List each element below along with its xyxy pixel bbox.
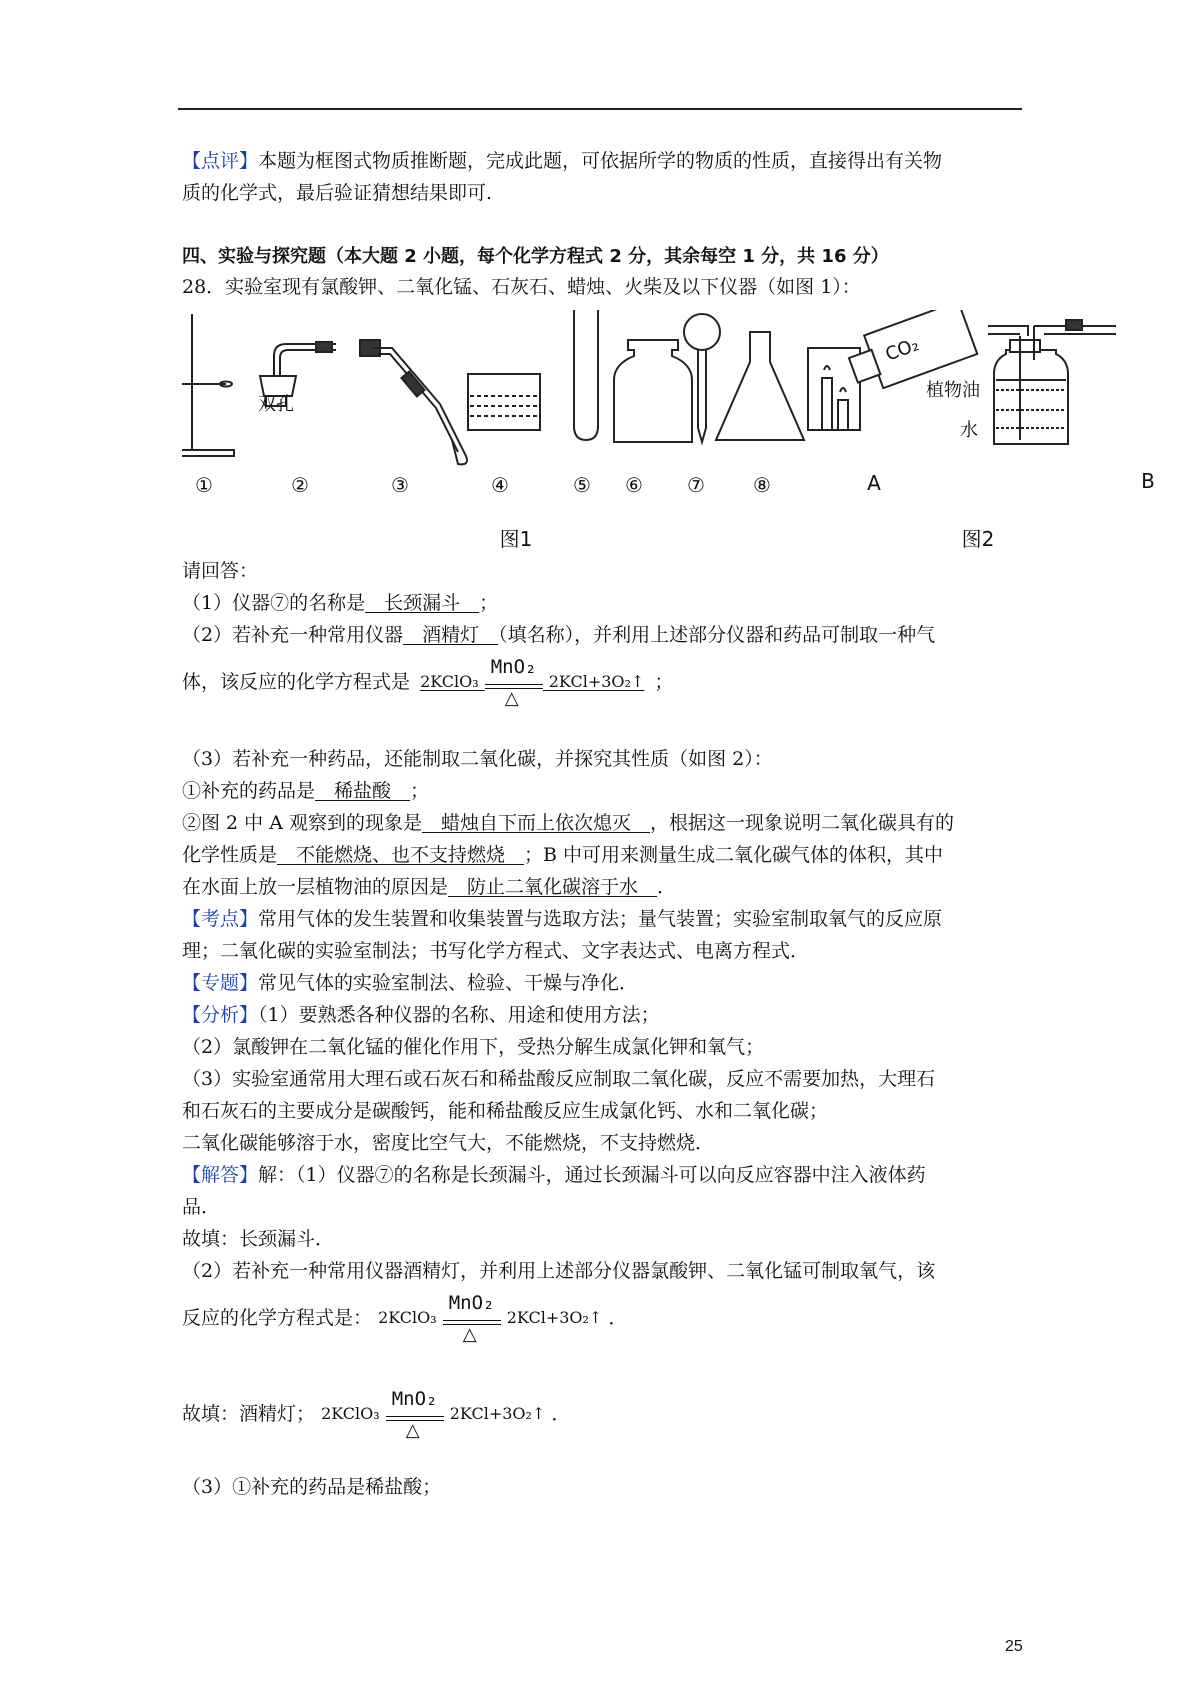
jieda-line3: 故填：长颈漏斗． (182, 1228, 335, 1250)
answer-3-3-blank: 不能燃烧、也不支持燃烧 (277, 844, 525, 866)
fig-label-2: ② (291, 473, 309, 497)
jieda-equation-2: 故填：酒精灯； 2KClO₃ MnO₂ △ 2KCl+3O₂↑ ． (182, 1388, 571, 1441)
label-water: 水 (960, 420, 978, 441)
figure-labels (195, 469, 1155, 551)
comment-tag: 【点评】 (182, 150, 259, 172)
answer-3-1-blank: 稀盐酸 (315, 780, 411, 802)
jieda-line4: （2）若补充一种常用仪器酒精灯，并利用上述部分仪器氯酸钾、二氧化锰可制取氧气，该 (182, 1260, 936, 1282)
comment-line1: 【点评】本题为框图式物质推断题，完成此题，可依据所学的物质的性质，直接得出有关物 (182, 150, 943, 172)
gas-measuring-bottle-icon (988, 320, 1116, 444)
bent-tube-icon (360, 340, 467, 464)
jieda-line7: （3）①补充的药品是稀盐酸； (182, 1476, 442, 1498)
answer-1: （1）仪器⑦的名称是 长颈漏斗 ； (182, 592, 499, 614)
equation-answer: 2KClO₃ MnO₂ △ 2KCl+3O₂↑ (420, 656, 645, 709)
fenxi-line5: 二氧化碳能够溶于水，密度比空气大，不能燃烧，不支持燃烧． (182, 1132, 715, 1154)
fig-label-A: A (867, 471, 881, 495)
fig-label-B: B (1141, 469, 1155, 493)
water-trough-icon (468, 374, 540, 430)
gas-bottle-icon (614, 340, 692, 442)
answer-3-3: 化学性质是 不能燃烧、也不支持燃烧 ；B 中可用来测量生成二氧化碳气体的体积，其中 (182, 844, 944, 866)
long-neck-funnel-icon (684, 314, 720, 442)
fig-label-7: ⑦ (687, 473, 705, 497)
fenxi-line2: （2）氯酸钾在二氧化锰的催化作用下，受热分解生成氯化钾和氧气； (182, 1036, 765, 1058)
fenxi-line3: （3）实验室通常用大理石或石灰石和稀盐酸反应制取二氧化碳，反应不需要加热，大理石 (182, 1068, 936, 1090)
answer-3: （3）若补充一种药品，还能制取二氧化碳，并探究其性质（如图 2）： (182, 748, 773, 770)
answer-3-2: ②图 2 中 A 观察到的现象是 蜡烛自下而上依次熄灭 ，根据这一现象说明二氧化碳具有的 (182, 812, 954, 834)
fig2-caption: 图2 (961, 527, 995, 551)
answer-3-2-blank: 蜡烛自下而上依次熄灭 (421, 812, 650, 834)
section-title: 四、实验与探究题（本大题 2 小题，每个化学方程式 2 分，其余每空 1 分，共 16 分） (182, 246, 889, 267)
comment-line2: 质的化学式，最后验证猜想结果即可. (182, 182, 493, 204)
test-tube-icon (574, 310, 598, 440)
fig-label-8: ⑧ (753, 473, 771, 497)
label-co2: CO₂ (882, 334, 922, 366)
fig-label-1: ① (195, 473, 213, 497)
answer-3-1: ①补充的药品是 稀盐酸 ； (182, 780, 430, 802)
label-oil: 植物油 (926, 380, 980, 401)
jieda-line1: 【解答】解：（1）仪器⑦的名称是长颈漏斗，通过长颈漏斗可以向反应容器中注入液体药 (182, 1164, 926, 1186)
label-shuangkong: 双孔 (258, 394, 294, 415)
kaodian-line2: 理；二氧化碳的实验室制法；书写化学方程式、文字表达式、电离方程式． (182, 940, 810, 962)
fig-label-6: ⑥ (625, 473, 643, 497)
kaodian-line1: 【考点】常用气体的发生装置和收集装置与选取方法；量气装置；实验室制取氧气的反应原 (182, 908, 943, 930)
fenxi-line4: 和石灰石的主要成分是碳酸钙，能和稀盐酸反应生成氯化钙、水和二氧化碳； (182, 1100, 829, 1122)
apparatus-figure (182, 310, 1200, 560)
jieda-equation-1: 反应的化学方程式是： 2KClO₃ MnO₂ △ 2KCl+3O₂↑ ． (182, 1292, 628, 1345)
prompt: 请回答： (182, 560, 259, 582)
equation-line-1: 体，该反应的化学方程式是 2KClO₃ MnO₂ △ 2KCl+3O₂↑ ； (182, 656, 674, 709)
conical-flask-icon (716, 332, 804, 440)
answer-1-blank: 长颈漏斗 (365, 592, 480, 614)
answer-3-4: 在水面上放一层植物油的原因是 防止二氧化碳溶于水 ． (182, 876, 677, 898)
answer-2: （2）若补充一种常用仪器 酒精灯 （填名称），并利用上述部分仪器和药品可制取一种气 (182, 624, 936, 646)
fig-label-3: ③ (391, 473, 409, 497)
fig-label-4: ④ (491, 473, 509, 497)
fig-label-5: ⑤ (573, 473, 591, 497)
zhuanti: 【专题】常见气体的实验室制法、检验、干燥与净化． (182, 972, 639, 994)
question-stem: 28．实验室现有氯酸钾、二氧化锰、石灰石、蜡烛、火柴及以下仪器（如图 1）： (182, 276, 861, 298)
fig1-caption: 图1 (499, 527, 533, 551)
iron-stand-icon (182, 314, 234, 456)
fenxi-line1: 【分析】（1）要熟悉各种仪器的名称、用途和使用方法； (182, 1004, 660, 1026)
jieda-line2: 品． (182, 1196, 221, 1218)
answer-2-blank: 酒精灯 (403, 624, 499, 646)
page-number: 25 (1005, 1638, 1023, 1655)
header-rule (178, 108, 1022, 110)
answer-3-4-blank: 防止二氧化碳溶于水 (448, 876, 658, 898)
